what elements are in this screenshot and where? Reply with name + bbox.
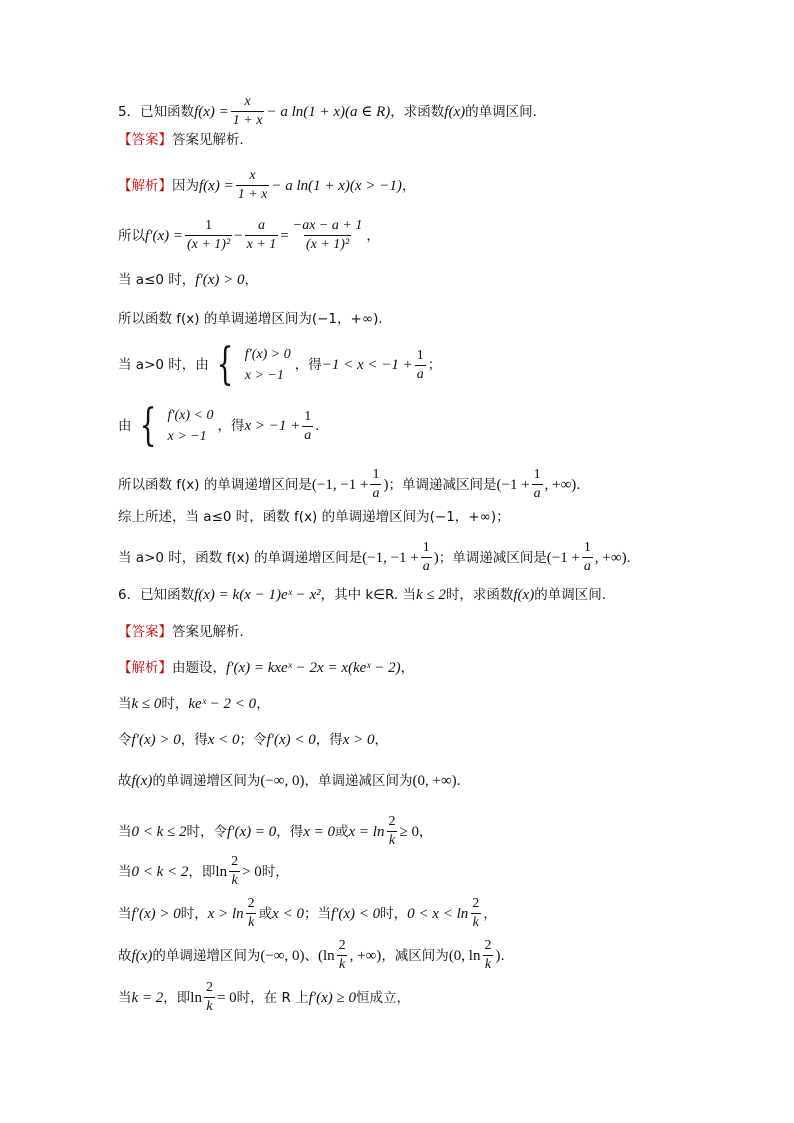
formula: (−1 + <box>546 549 580 566</box>
formula: x < 0 <box>272 905 304 922</box>
text: 当 <box>118 696 132 712</box>
answer-tag: 【答案】 <box>118 132 172 148</box>
text: 由题设， <box>172 660 226 676</box>
text: 当 a≤0 时， <box>118 272 196 288</box>
q6-stem <box>118 585 615 605</box>
formula: (−1, −1 + <box>362 549 419 566</box>
fraction <box>302 408 313 445</box>
frac-den: k <box>248 915 255 930</box>
q6-sol-line-1 <box>118 658 414 678</box>
q5-sol-line-4 <box>118 309 392 329</box>
frac-den: 1 + x <box>237 187 268 202</box>
formula: f(x) = <box>199 177 234 194</box>
text: 时， <box>380 905 408 922</box>
fraction <box>246 895 257 932</box>
fraction <box>470 895 481 932</box>
q5-sol-line-8 <box>118 507 510 527</box>
q5-sol-line-9 <box>118 539 640 576</box>
system-row: f′(x) < 0 <box>167 408 214 423</box>
text: 或 <box>335 823 349 840</box>
answer-text: 答案见解析． <box>172 132 253 148</box>
operator: − <box>234 227 243 244</box>
text: 时， <box>180 905 208 922</box>
frac-den: 1 + x <box>232 113 263 128</box>
fraction <box>386 813 397 850</box>
formula: ln <box>190 989 202 1006</box>
formula: = 0 <box>216 989 237 1006</box>
frac-den: k <box>388 833 396 848</box>
text: 时， <box>261 863 289 880</box>
formula: x = ln <box>348 823 385 840</box>
equation-system <box>134 400 214 451</box>
formula: −1 < x < −1 + <box>321 357 413 373</box>
q6-sol-line-7 <box>118 895 497 932</box>
q5-sol-line-1 <box>118 167 415 204</box>
text: 当 <box>118 823 132 840</box>
formula: (−1 + <box>496 476 530 493</box>
fraction <box>229 853 240 890</box>
q6-sol-line-2 <box>118 694 270 714</box>
solution-tag: 【解析】 <box>118 660 172 676</box>
frac-num: 1 <box>372 467 380 482</box>
text: 当 <box>118 989 132 1006</box>
formula: 0 < k < 2 <box>131 863 189 880</box>
formula: ) <box>433 549 439 566</box>
formula: f′(x) < 0 <box>330 905 381 922</box>
frac-num: 2 <box>484 938 492 953</box>
formula: f(x) <box>131 947 153 964</box>
frac-den: k <box>339 957 346 972</box>
formula: (−∞, 0) <box>260 773 305 789</box>
text: 令 <box>118 732 132 748</box>
answer-tag: 【答案】 <box>118 624 172 640</box>
text: ，得 <box>315 732 343 748</box>
punct: ， <box>401 177 416 194</box>
q6-sol-line-4 <box>118 771 470 791</box>
text: ；当 <box>303 905 331 922</box>
equation-system <box>211 339 291 390</box>
formula: (0, ln <box>448 947 481 964</box>
q5-sol-line-2 <box>118 217 380 254</box>
fraction <box>291 217 365 254</box>
text: 当 a>0 时，函数 f(x) 的单调递增区间是 <box>118 549 363 566</box>
operator: = <box>280 227 289 244</box>
frac-den: a <box>372 486 380 501</box>
formula: f′(x) > 0 <box>131 905 181 922</box>
solution-tag: 【解析】 <box>118 177 172 194</box>
q6-sol-line-3 <box>118 730 388 750</box>
text: ；令 <box>239 732 267 748</box>
system-row: x > −1 <box>167 429 207 444</box>
text: 当 <box>118 905 132 922</box>
q6-sol-line-6 <box>118 853 289 890</box>
punct: ， <box>483 905 497 922</box>
punct: ． <box>315 418 329 434</box>
q5-fraction <box>231 93 265 130</box>
formula: > 0 <box>242 863 262 880</box>
text: 所以函数 f(x) 的单调递增区间是 <box>118 476 312 493</box>
frac-num: 2 <box>472 896 480 911</box>
formula: 0 < k ≤ 2 <box>131 823 187 840</box>
brace-icon: { <box>216 339 234 390</box>
system-row: f′(x) > 0 <box>244 347 291 362</box>
brace-icon: { <box>139 400 156 451</box>
frac-num: a <box>257 218 265 233</box>
text: 、 <box>304 947 318 964</box>
formula: k ≤ 2 <box>416 587 446 603</box>
formula: keˣ − 2 < 0 <box>188 696 257 712</box>
text: 的单调递增区间为 <box>152 773 261 789</box>
frac-num: 2 <box>338 938 346 953</box>
formula: k ≤ 0 <box>131 696 162 712</box>
formula: k = 2 <box>131 989 164 1006</box>
q6-sol-line-5 <box>118 813 432 850</box>
frac-num: 2 <box>231 854 239 869</box>
text: 故 <box>118 947 132 964</box>
punct: ， <box>400 660 415 676</box>
frac-den: x + 1 <box>246 237 277 252</box>
text: 因为 <box>172 177 199 194</box>
fraction <box>236 167 270 204</box>
q5-formula: f(x) = <box>194 103 229 120</box>
fraction <box>204 979 215 1016</box>
text: 当 <box>118 863 132 880</box>
punct: ． <box>626 549 641 566</box>
system-row: x > −1 <box>244 368 284 383</box>
formula: − a ln(1 + x)(x > −1) <box>271 177 402 194</box>
frac-num: 2 <box>388 814 396 829</box>
formula: ln <box>215 863 228 880</box>
q5-answer <box>118 130 253 150</box>
frac-num: 2 <box>205 980 213 995</box>
frac-num: 1 <box>205 218 213 233</box>
text: 所以 <box>118 227 145 244</box>
punct: ， <box>244 272 258 288</box>
frac-num: 1 <box>304 408 312 424</box>
frac-den: a <box>583 559 591 574</box>
formula: x > −1 + <box>244 418 301 434</box>
formula: 0 < x < ln <box>407 905 469 922</box>
formula: ≥ 0 <box>399 823 419 840</box>
q5-stem-text: 已知函数 <box>140 103 195 120</box>
q6-number: 6． <box>118 587 141 603</box>
frac-num: 1 <box>416 347 424 363</box>
answer-text: 答案见解析． <box>172 624 253 640</box>
frac-den: (x + 1)² <box>186 237 231 252</box>
punct: ． <box>500 947 514 964</box>
q5-stem-text: 的单调区间． <box>465 103 547 120</box>
q6-sol-line-9 <box>118 979 410 1016</box>
text: 恒成立， <box>355 989 410 1006</box>
frac-den: k <box>206 999 213 1014</box>
fraction <box>185 217 232 254</box>
q5-stem-text: ，求函数 <box>390 103 445 120</box>
formula: f′(x) > 0 <box>195 272 245 288</box>
q5-formula-f: f(x) <box>444 103 466 120</box>
fraction <box>245 217 279 254</box>
formula: x > 0 <box>342 732 375 748</box>
text: 由 <box>118 418 132 434</box>
formula: f′(x) = kxeˣ − 2x = x(keˣ − 2) <box>226 660 401 676</box>
q5-stem <box>118 93 546 130</box>
punct: ， <box>418 823 433 840</box>
q5-sol-line-5 <box>118 339 442 390</box>
frac-den: k <box>231 873 238 888</box>
fraction <box>582 539 593 576</box>
formula: f′(x) ≥ 0 <box>308 989 356 1006</box>
text: ，得 <box>276 823 304 840</box>
frac-num: 2 <box>247 896 255 911</box>
formula: f′(x) > 0 <box>131 732 181 748</box>
fraction <box>532 466 543 503</box>
q5-formula-tail: − a ln(1 + x)(a ∈ R) <box>266 103 391 120</box>
formula: ) <box>495 947 501 964</box>
text: 或 <box>258 905 273 922</box>
text: 当 a>0 时，由 <box>118 357 209 373</box>
frac-num: 1 <box>422 540 430 555</box>
text: ，即 <box>163 989 191 1006</box>
q5-sol-line-6 <box>118 400 329 451</box>
formula: x < 0 <box>207 732 240 748</box>
formula: , +∞) <box>544 476 577 493</box>
fraction <box>421 539 432 576</box>
text: ；单调递减区间是 <box>438 549 547 566</box>
fraction <box>337 937 348 974</box>
formula: f(x) <box>513 587 535 603</box>
fraction <box>482 937 493 974</box>
text: ，减区间为 <box>381 947 449 964</box>
text: 时，求函数 <box>445 587 514 603</box>
text: 已知函数 <box>140 587 195 603</box>
frac-num: −ax − a + 1 <box>292 218 363 233</box>
q5-sol-line-3 <box>118 270 258 290</box>
formula: (−∞, 0) <box>260 947 305 964</box>
frac-num: 1 <box>583 540 591 555</box>
formula: (ln <box>317 947 335 964</box>
frac-num: x <box>249 168 256 183</box>
text: 所以函数 f(x) 的单调递增区间为(−1，+∞)． <box>118 311 392 327</box>
formula: (−1, −1 + <box>311 476 369 493</box>
text: 时，令 <box>186 823 228 840</box>
frac-den: a <box>416 366 424 382</box>
formula: f′(x) = <box>145 227 183 244</box>
punct: ， <box>374 732 388 748</box>
formula: f(x) = k(x − 1)eˣ − x² <box>194 587 321 603</box>
fraction <box>370 466 381 503</box>
frac-num: x <box>244 94 251 109</box>
punct: ， <box>366 227 380 244</box>
punct: ． <box>576 476 590 493</box>
text: 综上所述，当 a≤0 时，函数 f(x) 的单调递增区间为(−1，+∞)； <box>118 509 510 525</box>
frac-den: k <box>484 957 492 972</box>
text: 故 <box>118 773 132 789</box>
q6-sol-line-8 <box>118 937 514 974</box>
frac-den: a <box>304 427 312 443</box>
text: ，得 <box>217 418 245 434</box>
q5-sol-line-7 <box>118 466 590 503</box>
formula: , +∞) <box>594 549 627 566</box>
formula: f′(x) = 0 <box>227 823 277 840</box>
q6-answer <box>118 622 253 642</box>
frac-den: a <box>533 486 541 501</box>
text: ；单调递减区间是 <box>388 476 497 493</box>
fraction <box>415 347 426 384</box>
text: ，单调递减区间为 <box>304 773 413 789</box>
text: 的单调递增区间为 <box>152 947 261 964</box>
text: 的单调区间． <box>534 587 616 603</box>
formula: f′(x) < 0 <box>266 732 316 748</box>
text: 时， <box>161 696 189 712</box>
frac-den: (x + 1)² <box>305 237 350 252</box>
formula: (0, +∞) <box>412 773 457 789</box>
text: ，得 <box>180 732 208 748</box>
punct: ． <box>456 773 471 789</box>
punct: ， <box>256 696 270 712</box>
punct: ； <box>427 357 442 373</box>
text: ，得 <box>294 357 322 373</box>
frac-den: a <box>422 559 430 574</box>
formula: x > ln <box>207 905 244 922</box>
text: ，其中 k∈R. 当 <box>320 587 416 603</box>
frac-den: k <box>472 915 479 930</box>
formula: ) <box>383 476 389 493</box>
formula: , +∞) <box>349 947 382 964</box>
formula: f(x) <box>131 773 153 789</box>
formula: x = 0 <box>303 823 336 840</box>
text: ，即 <box>188 863 216 880</box>
frac-num: 1 <box>533 467 541 482</box>
text: 时，在 R 上 <box>236 989 309 1006</box>
q5-number: 5． <box>118 103 141 120</box>
